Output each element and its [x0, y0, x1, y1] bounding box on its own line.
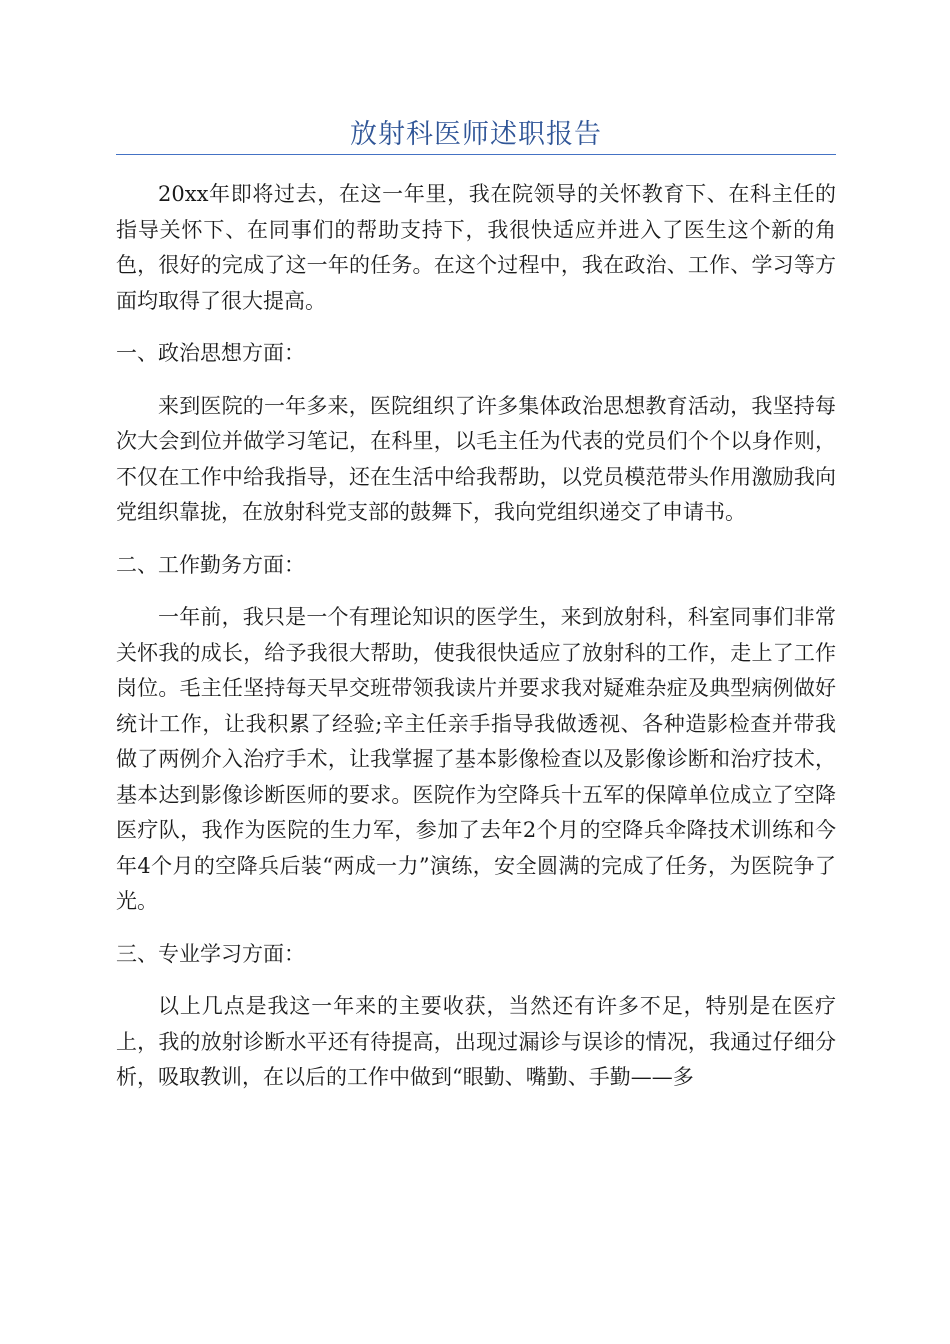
document-title: 放射科医师述职报告: [350, 119, 602, 150]
section-heading-work: 二、工作勤务方面：: [116, 552, 305, 577]
section-heading-study: 三、专业学习方面：: [116, 941, 305, 966]
intro-paragraph: 20xx年即将过去，在这一年里，我在院领导的关怀教育下、在科主任的指导关怀下、在同事们的帮助支持下，我很快适应并进入了医生这个新的角色，很好的完成了这一年的任务。在这个过程中，我在政治、工作、学习等方面均取得了很大提高。: [116, 182, 836, 313]
document-page: [116, 0, 836, 1096]
work-paragraph: 一年前，我只是一个有理论知识的医学生，来到放射科，科室同事们非常关怀我的成长，给予我很大帮助，使我很快适应了放射科的工作，走上了工作岗位。毛主任坚持每天早交班带领我读片并要求我对疑难杂症及典型病例做好统计工作，让我积累了经验;辛主任亲手指导我做透视、各种造影检查并带我做了两例介入治疗手术，让我掌握了基本影像检查以及影像诊断和治疗技术，基本达到影像诊断医师的要求。医院作为空降兵十五军的保障单位成立了空降医疗队，我作为医院的生力军，参加了去年2个月的空降兵伞降技术训练和今年4个月的空降兵后装“两成一力”演练，安全圆满的完成了任务，为医院争了光。: [116, 605, 836, 913]
title-underline: [116, 154, 836, 155]
study-paragraph: 以上几点是我这一年来的主要收获，当然还有许多不足，特别是在医疗上，我的放射诊断水平还有待提高，出现过漏诊与误诊的情况，我通过仔细分析，吸取教训，在以后的工作中做到“眼勤、嘴勤、手勤——多: [116, 994, 836, 1089]
document-body: [116, 177, 836, 1096]
politics-paragraph: 来到医院的一年多来，医院组织了许多集体政治思想教育活动，我坚持每次大会到位并做学习笔记，在科里，以毛主任为代表的党员们个个以身作则，不仅在工作中给我指导，还在生活中给我帮助，以党员模范带头作用激励我向党组织靠拢，在放射科党支部的鼓舞下，我向党组织递交了申请书。: [116, 393, 836, 524]
section-heading-politics: 一、政治思想方面：: [116, 341, 305, 365]
